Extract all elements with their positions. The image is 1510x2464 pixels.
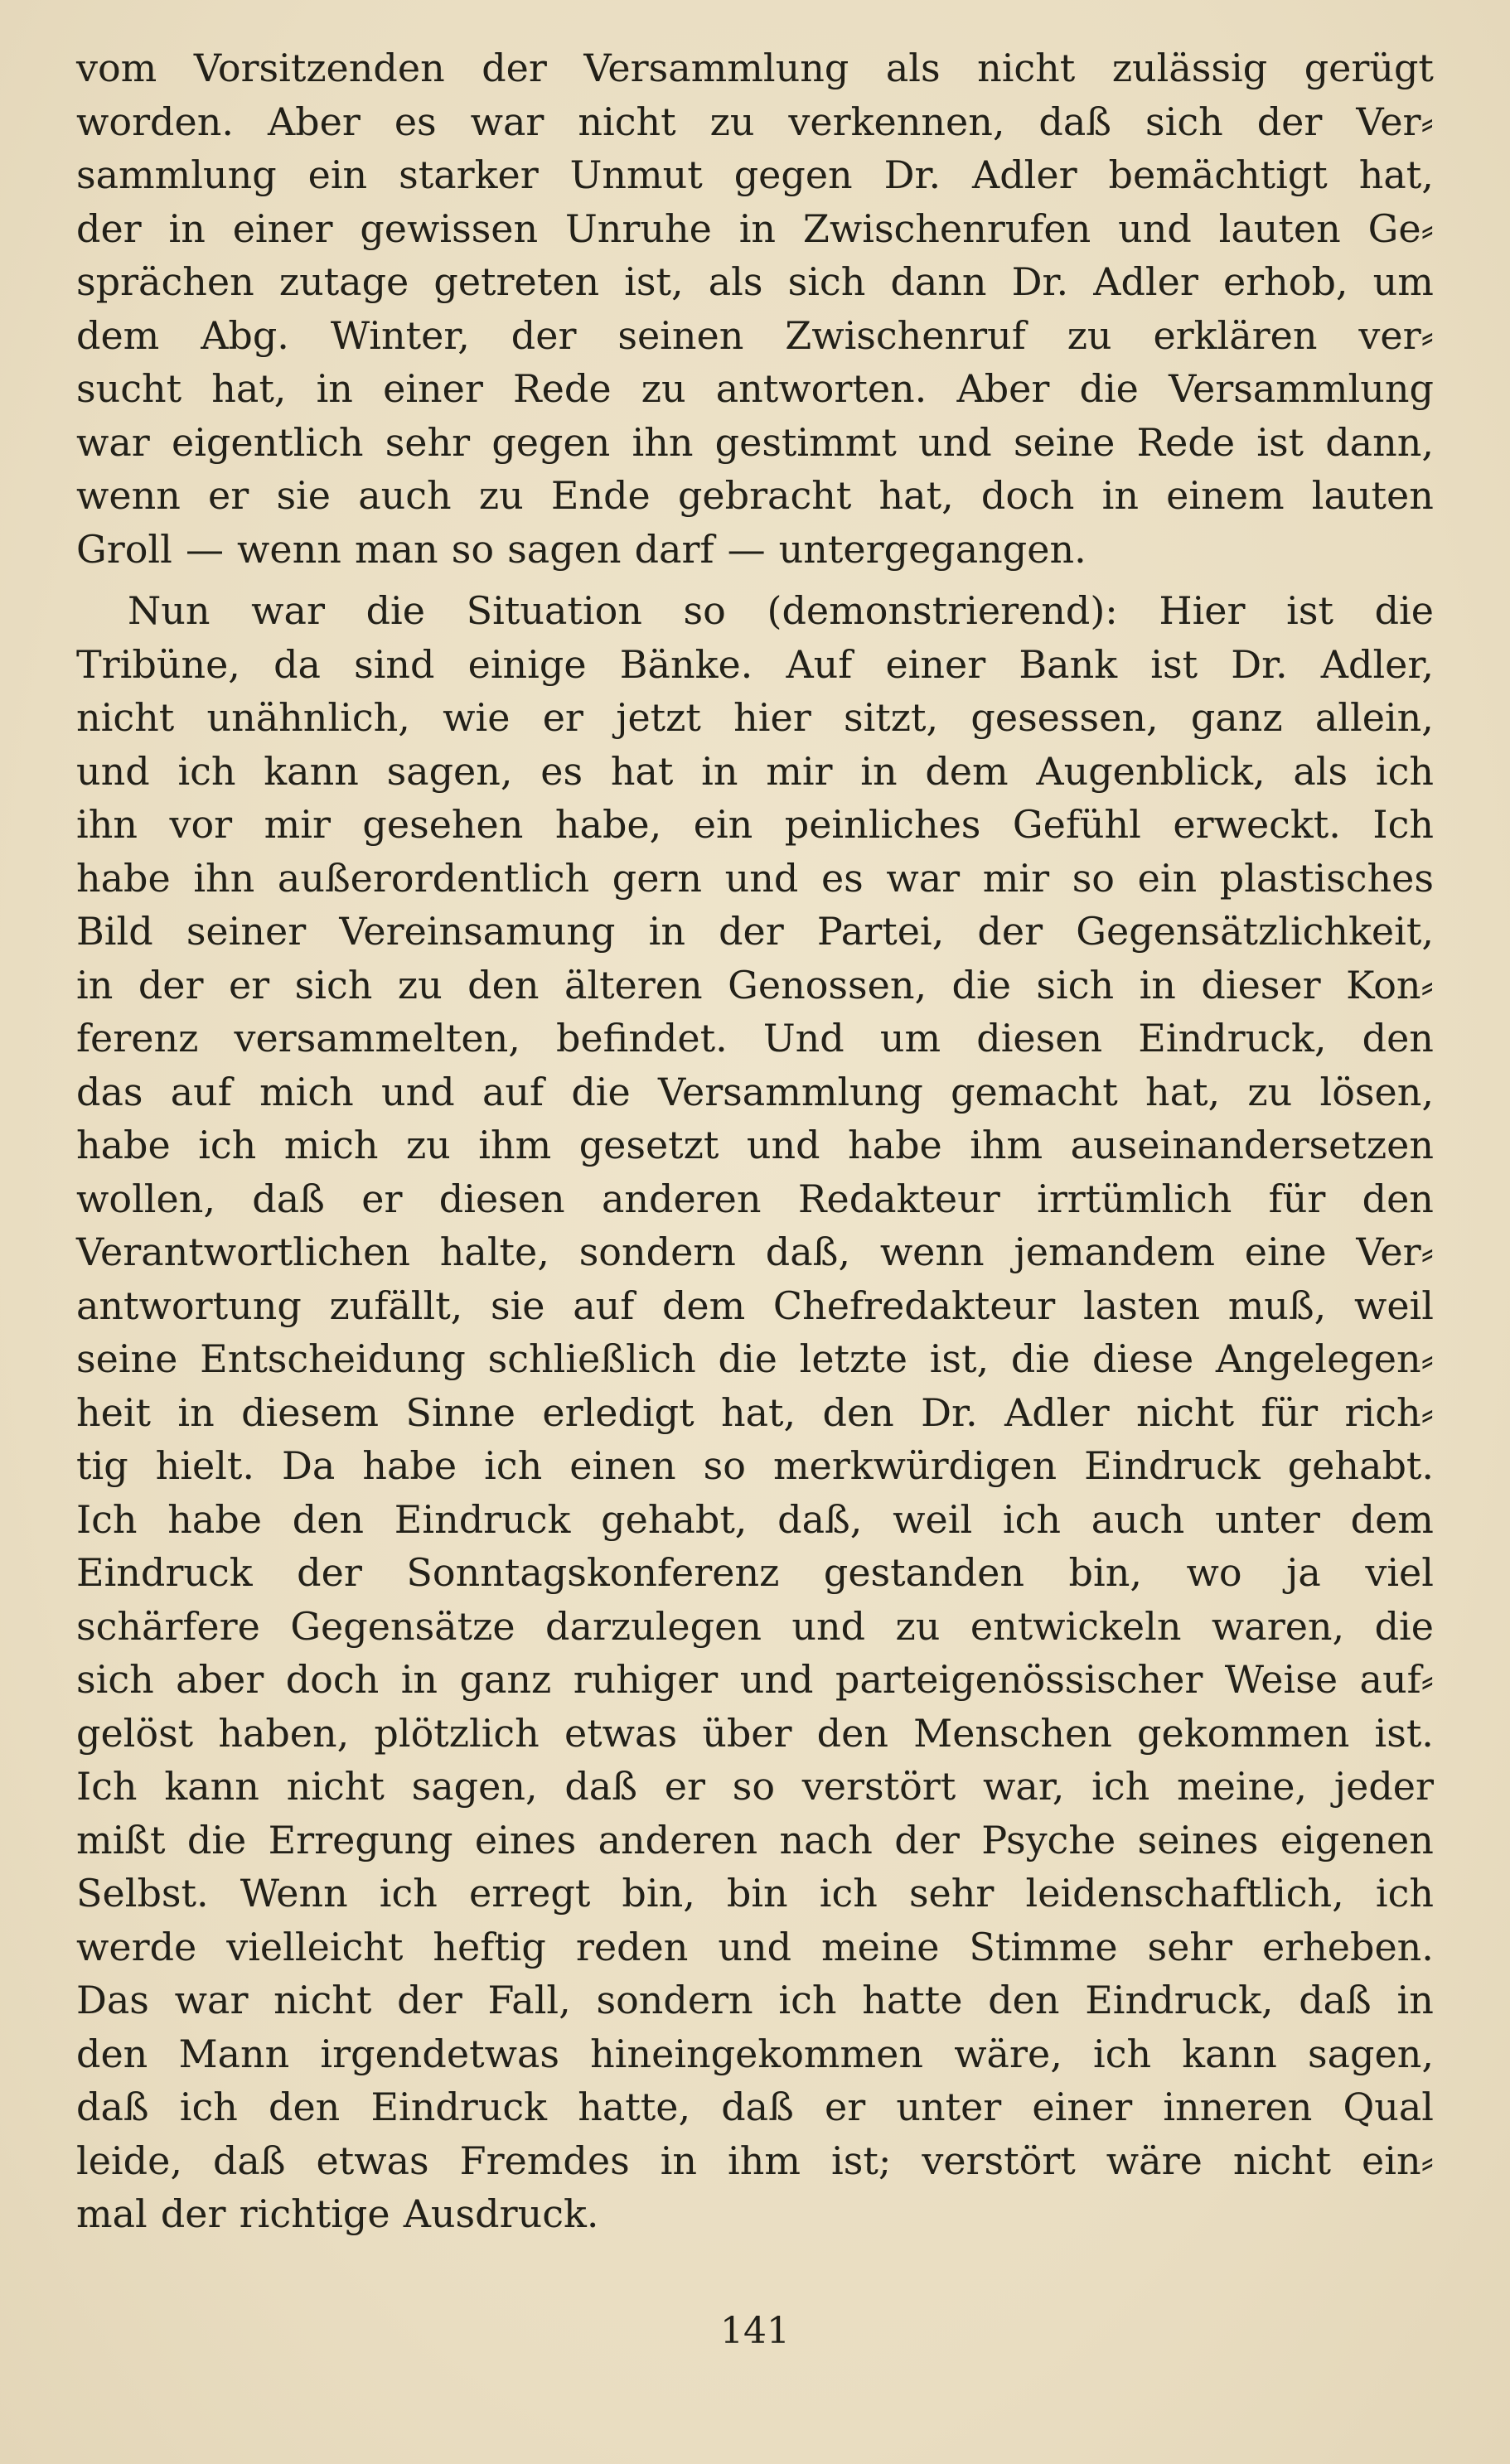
- text-line: Bild seiner Vereinsamung in der Partei, der Gegensätzlichkeit,: [76, 909, 1434, 954]
- text-line: den Mann irgendetwas hineingekommen wäre, ich kann sagen,: [76, 2031, 1434, 2076]
- text-line: in der er sich zu den älteren Genossen, die sich in dieser Kon⸗: [76, 962, 1434, 1007]
- text-line: tig hielt. Da habe ich einen so merkwürdigen Eindruck gehabt.: [76, 1443, 1434, 1488]
- text-line: habe ich mich zu ihm gesetzt und habe ihm auseinandersetzen: [76, 1123, 1434, 1167]
- text-line: daß ich den Eindruck hatte, daß er unter einer inneren Qual: [76, 2085, 1434, 2129]
- text-line: vom Vorsitzenden der Versammlung als nicht zulässig gerügt: [76, 46, 1434, 90]
- text-line: Tribüne, da sind einige Bänke. Auf einer Bank ist Dr. Adler,: [76, 641, 1434, 687]
- text-line: heit in diesem Sinne erledigt hat, den Dr. Adler nicht für rich⸗: [76, 1389, 1434, 1435]
- page-number: 141: [720, 2310, 790, 2352]
- text-line: Ich kann nicht sagen, daß er so verstört war, ich meine, jeder: [76, 1764, 1434, 1809]
- text-line: Verantwortlichen halte, sondern daß, wenn jemandem eine Ver⸗: [76, 1230, 1434, 1274]
- text-line: Groll — wenn man so sagen darf — untergegangen.: [76, 526, 1087, 572]
- paragraph: [76, 41, 1434, 576]
- text-line: schärfere Gegensätze darzulegen und zu entwickeln waren, die: [76, 1603, 1434, 1649]
- text-line: leide, daß etwas Fremdes in ihm ist; verstört wäre nicht ein⸗: [76, 2138, 1434, 2183]
- text-line: wenn er sie auch zu Ende gebracht hat, doch in einem lauten: [76, 473, 1434, 518]
- text-line: antwortung zufällt, sie auf dem Chefredakteur lasten muß, weil: [76, 1283, 1434, 1328]
- text-line: Ich habe den Eindruck gehabt, daß, weil ich auch unter dem: [76, 1496, 1434, 1542]
- text-line: und ich kann sagen, es hat in mir in dem Augenblick, als ich: [76, 748, 1434, 794]
- text-line: werde vielleicht heftig reden und meine Stimme sehr erheben.: [76, 1924, 1434, 1969]
- paragraph-gap: [76, 576, 1434, 584]
- text-line: Eindruck der Sonntagskonferenz gestanden bin, wo ja viel: [76, 1550, 1434, 1595]
- text-line: worden. Aber es war nicht zu verkennen, daß sich der Ver⸗: [76, 99, 1434, 144]
- body-text: [76, 41, 1434, 2241]
- text-line: mißt die Erregung eines anderen nach der Psyche seines eigenen: [76, 1817, 1434, 1862]
- text-line: sucht hat, in einer Rede zu antworten. Aber die Versammlung: [76, 366, 1434, 411]
- text-line: der in einer gewissen Unruhe in Zwischenrufen und lauten Ge⸗: [76, 205, 1434, 251]
- text-line: nicht unähnlich, wie er jetzt hier sitzt, gesessen, ganz allein,: [76, 695, 1434, 740]
- text-line: dem Abg. Winter, der seinen Zwischenruf zu erklären ver⸗: [76, 312, 1434, 358]
- text-line: gelöst haben, plötzlich etwas über den Menschen gekommen ist.: [76, 1710, 1434, 1756]
- paragraph: [76, 584, 1434, 2241]
- text-line: seine Entscheidung schließlich die letzte ist, die diese Angelegen⸗: [76, 1336, 1434, 1381]
- text-line: Selbst. Wenn ich erregt bin, bin ich sehr leidenschaftlich, ich: [76, 1871, 1434, 1916]
- text-line: ihn vor mir gesehen habe, ein peinliches Gefühl erweckt. Ich: [76, 802, 1434, 847]
- text-line: das auf mich und auf die Versammlung gemacht hat, zu lösen,: [76, 1069, 1434, 1114]
- text-line: sammlung ein starker Unmut gegen Dr. Adler bemächtigt hat,: [76, 152, 1434, 197]
- text-line: Das war nicht der Fall, sondern ich hatte den Eindruck, daß in: [76, 1978, 1434, 2022]
- text-line: Nun war die Situation so (demonstrierend): Hier ist die: [128, 588, 1434, 633]
- text-line: war eigentlich sehr gegen ihn gestimmt und seine Rede ist dann,: [76, 419, 1434, 465]
- text-line: mal der richtige Ausdruck.: [76, 2191, 599, 2236]
- text-line: ferenz versammelten, befindet. Und um diesen Eindruck, den: [76, 1016, 1434, 1060]
- text-line: habe ihn außerordentlich gern und es war mir so ein plastisches: [76, 855, 1434, 901]
- text-line: sprächen zutage getreten ist, als sich dann Dr. Adler erhob, um: [76, 259, 1434, 304]
- text-line: sich aber doch in ganz ruhiger und parteigenössischer Weise auf⸗: [76, 1657, 1434, 1702]
- text-line: wollen, daß er diesen anderen Redakteur irrtümlich für den: [76, 1176, 1434, 1221]
